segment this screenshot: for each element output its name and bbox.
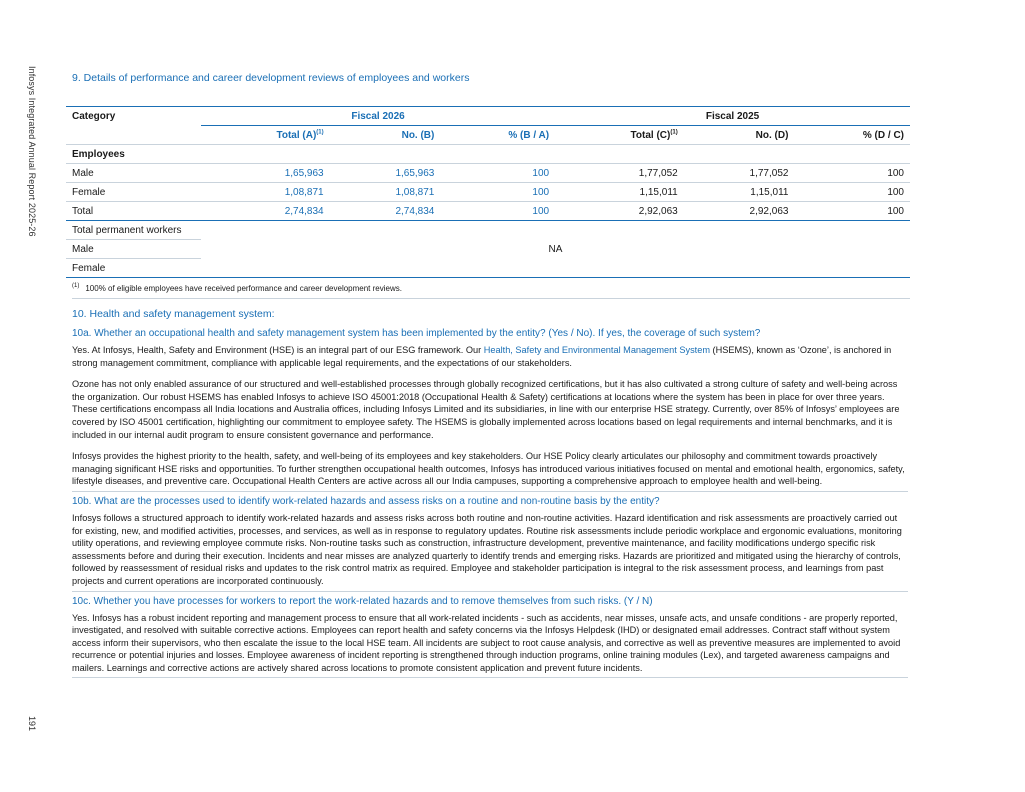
question-10a: 10a. Whether an occupational health and safety management system has been implemented by the entity? (Yes / No). If yes, the coverage of such system? (72, 328, 761, 339)
section-10-title: 10. Health and safety management system: (72, 308, 275, 320)
cell: 1,08,871 (201, 183, 330, 202)
question-10c: 10c. Whether you have processes for workers to report the work-related hazards and to remove themselves from such risks. (Y / N) (72, 595, 653, 607)
col-no-b: No. (B) (330, 126, 441, 145)
paragraph-incident-reporting: Yes. Infosys has a robust incident reporting and management process to ensure that all work-related incidents - such as accidents, near misses, unsafe acts, and unsafe conditions - are properly reported, investigated, and resolved with suitable corrective actions. Employees can report health and safety concerns via the Infosys Helpdesk (IHD) or designated email addresses. Contract staff without system access inform their supervisors, who then escalate the issue to the local HSE team. All incidents are subject to root cause analysis, and corrective as well as preventive measures are implemented to avoid recurrence or potential injuries and losses. Employee awareness of incident reporting is strengthened through induction programs, online training modules (Lex), and targeted awareness campaigns and mailers. Learnings and corrective actions are actively shared across locations to promote consistent application and prevent future incidents. (72, 612, 908, 679)
table-footnote: $^{(1)}$ 100% of eligible employees have received performance and career development reviews. (72, 284, 910, 299)
cell: 1,08,871 (330, 183, 441, 202)
row-label: Female (66, 259, 201, 278)
cell: 2,74,834 (395, 205, 435, 217)
cell: 100 (440, 183, 555, 202)
employees-label: Employees (66, 145, 910, 164)
table-row (66, 202, 910, 221)
cell: 1,15,011 (555, 183, 684, 202)
fiscal-2025-header: Fiscal 2025 (555, 107, 910, 126)
page-number: 191 (27, 716, 37, 732)
cell: 100 (440, 164, 555, 183)
cell: 1,65,963 (201, 164, 330, 183)
cell: 2,74,834 (284, 205, 324, 217)
paragraph-hazard-process: Infosys follows a structured approach to identify work-related hazards and assess risks across both routine and non-routine activities. Hazard identification and risk assessments are proactively carried out for existing, new, and modified activities, processes, and services, as well as in response to regulatory updates. Routine risk assessments include periodic workplace and ergonomic evaluations, monitoring utility operations, and reviewing employee commute risks. Non-routine tasks such as construction, infrastructure development, preventive maintenance, and facility modifications undergo specific risk assessments before and during their execution. Incidents and near misses are analyzed quarterly to identify trends and emerging risks. Hazards are prioritized and mitigated using the hierarchy of controls, followed by reassessment of residual risks and updates to the risk control matrix as required. Employee and stakeholder participation is integral to the risk assessment process, and learnings from past projects and current operations are incorporated continuously. (72, 512, 908, 592)
cell: 1,77,052 (684, 164, 795, 183)
paragraph-hse-intro: Yes. At Infosys, Health, Safety and Environment (HSE) is an integral part of our ESG framework. Our Health, Safety and Environmental Management System (HSEMS), known as ‘Ozone’, is anchored in strong management commitment, compliance with applicable legal requirements, and the expectations of our stakeholders. (72, 345, 892, 368)
fiscal-2026-header: Fiscal 2026 (201, 107, 555, 126)
section-9-title: 9. Details of performance and career development reviews of employees and workers (72, 72, 470, 84)
row-label: Male (66, 240, 201, 259)
na-cell: NA (201, 221, 910, 278)
hsems-link[interactable]: Health, Safety and Environmental Management System (483, 345, 710, 355)
table-header-row-1 (66, 107, 910, 126)
cell: 1,77,052 (555, 164, 684, 183)
row-label: Total (72, 205, 94, 217)
cell: 2,92,063 (749, 205, 789, 217)
col-no-d: No. (D) (684, 126, 795, 145)
cell: 100 (794, 164, 910, 183)
empty-cell (66, 126, 201, 145)
cell: 100 (887, 205, 904, 217)
cell: 100 (532, 205, 550, 217)
cell: 1,15,011 (684, 183, 795, 202)
running-title: Infosys Integrated Annual Report 2025-26 (27, 66, 37, 237)
col-total-c: Total $(C)^{(1)}$ (555, 126, 684, 145)
row-label: Female (66, 183, 201, 202)
workers-label: Total permanent workers (66, 221, 201, 240)
col-pct-dc: % (D / C) (794, 126, 910, 145)
table-row (66, 164, 910, 183)
workers-group-row (66, 221, 910, 240)
category-header: Category (72, 110, 116, 122)
cell: 2,92,063 (638, 205, 678, 217)
question-10b: 10b. What are the processes used to identify work-related hazards and assess risks on a routine and non-routine basis by the entity? (72, 495, 660, 507)
performance-review-table (66, 106, 910, 278)
page-content (66, 71, 910, 678)
col-total-a: Total $(A)^{(1)}$ (201, 126, 330, 145)
paragraph-ozone: Ozone has not only enabled assurance of our structured and well-established processes through globally recognized certifications, but it has also cultivated a strong culture of safety and well-being across the organization. Our robust HSEMS has enabled Infosys to achieve ISO 45001:2018 (Occupational Health & Safety) certifications at locations where the system has been in place for over three years. These certifications encompass all India locations and Australia offices, including Infosys Limited and its subsidiaries, in line with our enterprise HSE strategy. Currently, over 85% of Infosys’ employees are covered by ISO 45001 certification, highlighting our commitment to employee safety. The HSEMS is globally implemented across locations based on legal requirements and internal benchmarks, and it is included in our internal audit program to ensure consistent governance and performance. (72, 379, 900, 440)
col-pct-ba: % (B / A) (440, 126, 555, 145)
paragraph-health-priority: Infosys provides the highest priority to the health, safety, and well-being of its employees and key stakeholders. Our HSE Policy clearly articulates our philosophy and commitment towards proactively managing significant HSE risks and opportunities. To further strengthen occupational health outcomes, Infosys has introduced various initiatives focused on mental and emotional health, ergonomics, safety, lifestyle diseases, and preventive care. Occupational Health Centers are active across all our India campuses, supporting a comprehensive approach to employee health and well-being. (72, 450, 908, 492)
row-label: Male (66, 164, 201, 183)
employees-group-row (66, 145, 910, 164)
table-row (66, 183, 910, 202)
cell: 100 (794, 183, 910, 202)
cell: 1,65,963 (330, 164, 441, 183)
table-header-row-2 (66, 126, 910, 145)
